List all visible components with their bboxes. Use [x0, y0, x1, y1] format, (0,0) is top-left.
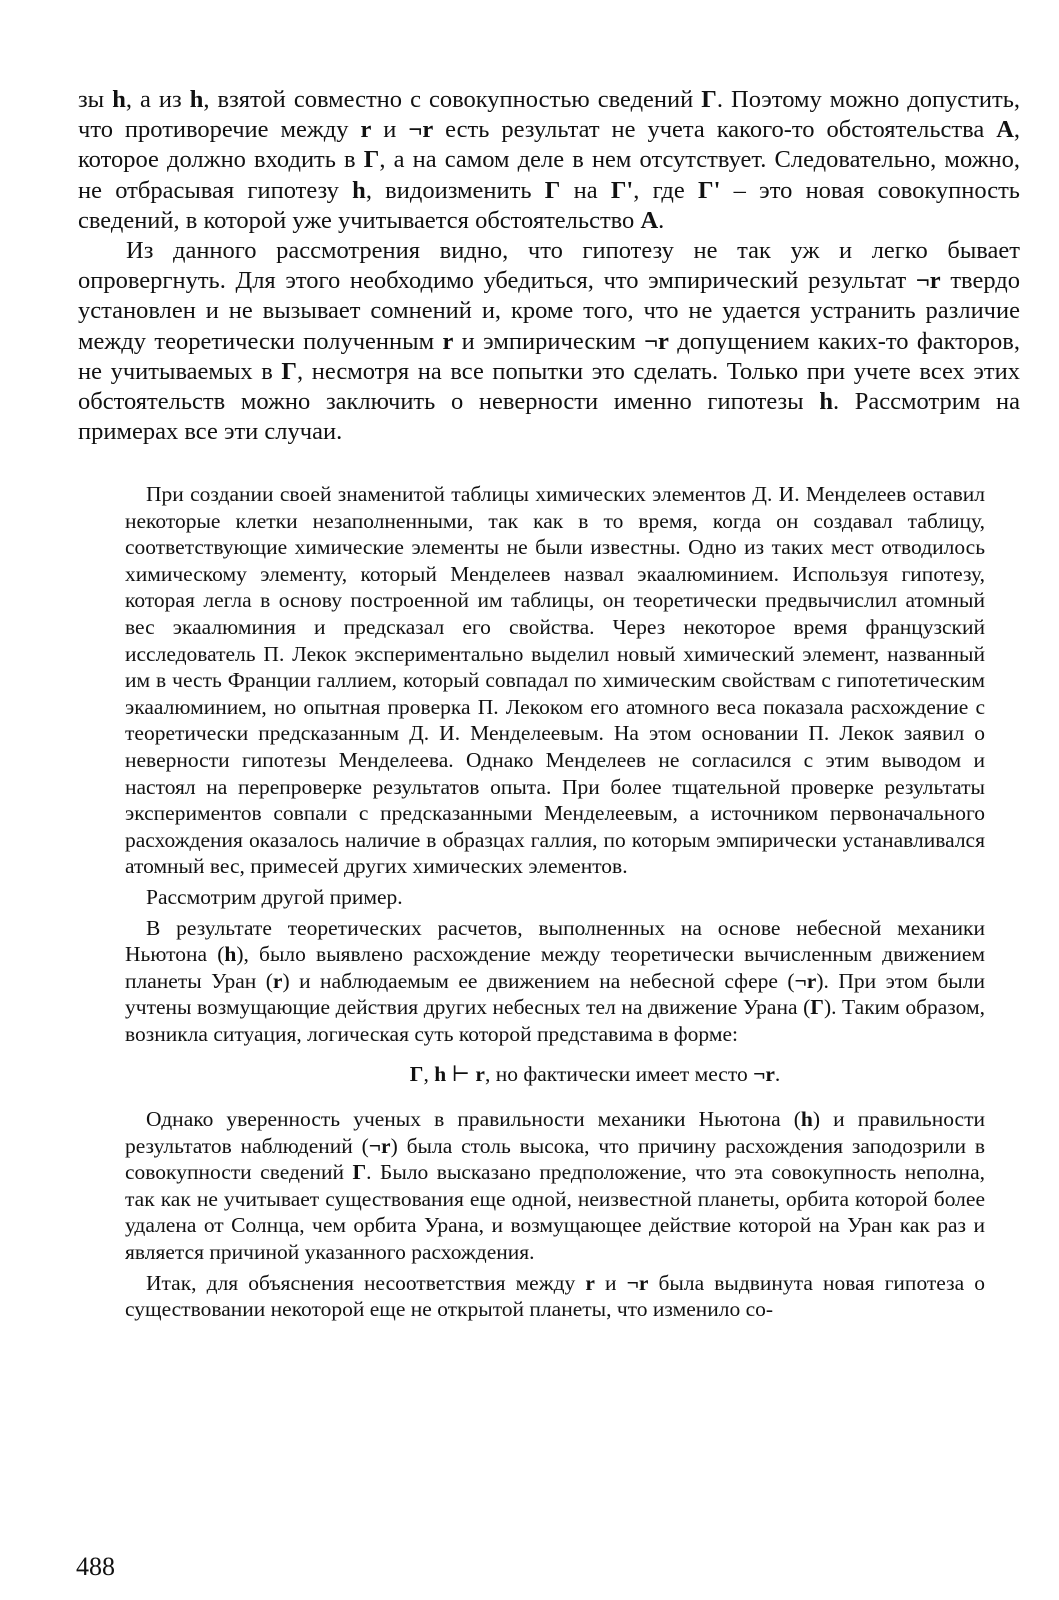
example-text-block: [125, 481, 985, 1323]
example-paragraph-another: Рассмотрим другой пример.: [146, 884, 403, 909]
bold-symbol: ¬r: [644, 327, 669, 355]
bold-symbol: r: [360, 116, 372, 144]
bold-symbol: ¬r: [408, 116, 434, 144]
bold-symbol: ¬r: [626, 1270, 649, 1295]
page-number: 488: [76, 1552, 115, 1581]
main-text-block: [78, 85, 1020, 447]
bold-symbol: h: [112, 86, 126, 113]
bold-symbol: Г: [363, 146, 380, 174]
bold-symbol: r: [442, 327, 454, 355]
bold-symbol: ¬r: [368, 1133, 391, 1158]
bold-symbol: ¬r: [753, 1062, 775, 1087]
bold-symbol: r: [475, 1062, 485, 1087]
bold-symbol: h: [819, 388, 833, 416]
bold-symbol: Г: [544, 176, 561, 204]
example-paragraph-mendeleev: При создании своей знаменитой таблицы химических элементов Д. И. Менделеев оставил некоторые клетки незаполненными, так как в то время, когда он создавал таблицу, соответствующие химические элементы не были известны. Одно из таких мест отводилось химическому элементу, который Менделеев назвал экаалюминием. Используя гипотезу, которая легла в основу построенной им таблицы, он теоретически предвычислил атомный вес экаалюминия и предсказал его свойства. Через некоторое время французский исследователь П. Лекок экспериментально выделил новый химический элемент, названный им в честь Франции галлием, который совпадал по химическим свойствам с гипотетическим экаалюминием, но опытная проверка П. Лекоком его атомного веса показала расхождение с теоретически предсказанным Д. И. Менделеевым. На этом основании П. Лекок заявил о неверности гипотезы Менделеева. Однако Менделеев не согласился с этим выводом и настоял на перепроверке результатов опыта. При более тщательной проверке результаты экспериментов совпали с предсказанными Менделеевым, а источником первоначального расхождения оказалось наличие в образцах галлия, по которым эмпирически устанавливался атомный вес, примесей других химических элементов.: [125, 482, 985, 879]
bold-symbol: Г: [409, 1062, 424, 1087]
bold-symbol: h: [224, 942, 237, 967]
example-paragraph-new-hypothesis: Итак, для объяснения несоответствия между r и ¬r была выдвинута новая гипотеза о существовании некоторой еще не открытой планеты, что изменило со-: [125, 1270, 985, 1322]
bold-symbol: Г: [810, 995, 824, 1020]
bold-symbol: ¬r: [915, 267, 941, 295]
bold-symbol: Г: [701, 86, 717, 113]
bold-symbol: Г': [610, 176, 634, 204]
bold-symbol: r: [585, 1270, 595, 1295]
bold-symbol: h: [800, 1107, 813, 1132]
bold-symbol: h: [352, 176, 366, 204]
bold-symbol: Г: [352, 1160, 367, 1185]
bold-symbol: r: [272, 968, 283, 993]
example-paragraph-confidence: Однако уверенность ученых в правильности механики Ньютона (h) и правильности результатов наблюдений (¬r) была столь высока, что причину расхождения заподозрили в совокупности сведений Г. Было высказано предположение, что эта совокупность неполна, так как не учитывает существования еще одной, неизвестной планеты, орбита которой более удалена от Солнца, чем орбита Урана, и возмущающее действие которой на Уран как раз и является причиной указанного расхождения.: [125, 1107, 985, 1265]
bold-symbol: Г: [281, 357, 298, 385]
bold-symbol: ¬r: [794, 968, 817, 993]
bold-symbol: h: [189, 86, 204, 113]
bold-symbol: А: [640, 206, 659, 234]
bold-symbol: h: [434, 1062, 447, 1087]
example-paragraph-uranus: В результате теоретических расчетов, выполненных на основе небесной механики Ньютона (h), было выявлено расхождение между теоретически вычисленным движением планеты Уран (r) и наблюдаемым ее движением на небесной сфере (¬r). При этом были учтены возмущающие действия других небесных тел на движение Урана (Г). Таким образом, возникла ситуация, логическая суть которой представима в форме:: [125, 915, 985, 1046]
logical-formula: Г, h ⊢ r, но фактически имеет место ¬r.: [409, 1062, 781, 1087]
main-paragraph-2: Из данного рассмотрения видно, что гипотезу не так уж и легко бывает опровергнуть. Для этого необходимо убедиться, что эмпирический результат ¬r твердо установлен и не вызывает сомнений и, кроме того, что не удается устранить различие между теоретически полученным r и эмпирическим ¬r допущением каких-то факторов, не учитываемых в Г, несмотря на все попытки это сделать. Только при учете всех этих обстоятельств можно заключить о неверности именно гипотезы h. Рассмотрим на примерах все эти случаи.: [78, 237, 1020, 446]
bold-symbol: Г': [698, 176, 721, 204]
main-paragraph-1: зы h, а из h, взятой совместно с совокупностью сведений Г. Поэтому можно допустить, что противоречие между r и ¬r есть результат не учета какого-то обстоятельства А, которое должно входить в Г, а на самом деле в нем отсутствует. Следовательно, можно, не отбрасывая гипотезу h, видоизменить Г на Г', где Г' – это новая совокупность сведений, в которой уже учитывается обстоятельство А.: [78, 86, 1021, 234]
bold-symbol: А: [996, 116, 1014, 144]
